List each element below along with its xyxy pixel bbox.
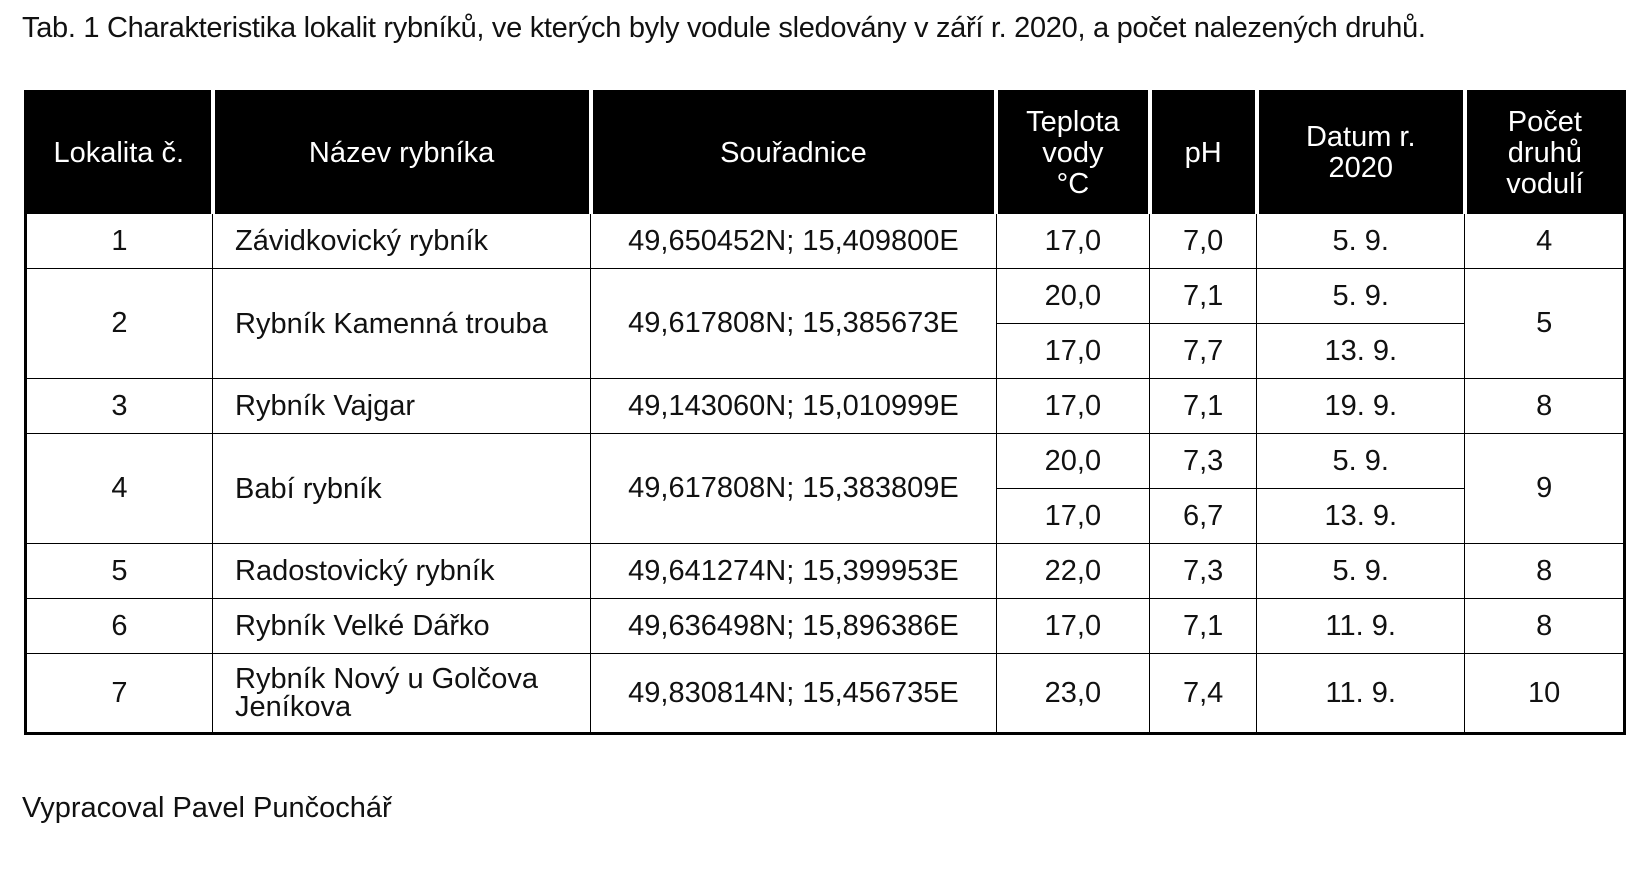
header-nazev: Název rybníka (213, 92, 591, 214)
table-caption: Tab. 1 Charakteristika lokalit rybníků, ve kterých byly vodule sledovány v září r. 2020, a počet nalezených druhů. (22, 12, 1426, 44)
header-pocet-line3: vodulí (1506, 167, 1584, 200)
cell-lokalita: 2 (26, 269, 213, 379)
cell-lokalita: 6 (26, 599, 213, 654)
cell-nazev: Rybník Kamenná trouba (213, 269, 591, 379)
header-lokalita: Lokalita č. (26, 92, 213, 214)
cell-souradnice: 49,617808N; 15,385673E (591, 269, 997, 379)
cell-pocet: 4 (1465, 214, 1625, 269)
header-teplota-line2: vody (1042, 136, 1104, 169)
cell-souradnice: 49,641274N; 15,399953E (591, 544, 997, 599)
cell-ph: 7,3 (1150, 544, 1257, 599)
cell-pocet: 8 (1465, 379, 1625, 434)
header-teplota-line1: Teplota (1026, 105, 1120, 138)
cell-souradnice: 49,143060N; 15,010999E (591, 379, 997, 434)
author-credit: Vypracoval Pavel Punčochář (22, 792, 392, 824)
cell-ph: 7,4 (1150, 654, 1257, 734)
cell-datum: 13. 9. (1257, 324, 1465, 379)
cell-lokalita: 3 (26, 379, 213, 434)
header-teplota (996, 92, 1149, 214)
cell-nazev: Radostovický rybník (213, 544, 591, 599)
table-row (26, 269, 1625, 324)
cell-ph: 7,1 (1150, 599, 1257, 654)
table-row (26, 214, 1625, 269)
cell-pocet: 5 (1465, 269, 1625, 379)
header-row (26, 92, 1625, 214)
cell-datum: 11. 9. (1257, 599, 1465, 654)
cell-souradnice: 49,636498N; 15,896386E (591, 599, 997, 654)
cell-nazev: Závidkovický rybník (213, 214, 591, 269)
cell-ph: 7,0 (1150, 214, 1257, 269)
cell-datum: 5. 9. (1257, 544, 1465, 599)
cell-teplota: 22,0 (996, 544, 1149, 599)
cell-souradnice: 49,830814N; 15,456735E (591, 654, 997, 734)
cell-ph: 7,3 (1150, 434, 1257, 489)
cell-pocet: 9 (1465, 434, 1625, 544)
cell-teplota: 17,0 (996, 324, 1149, 379)
cell-teplota: 23,0 (996, 654, 1149, 734)
table-row (26, 379, 1625, 434)
cell-pocet: 10 (1465, 654, 1625, 734)
cell-nazev: Rybník Vajgar (213, 379, 591, 434)
cell-ph: 7,7 (1150, 324, 1257, 379)
header-pocet-line2: druhů (1507, 136, 1582, 169)
cell-lokalita: 7 (26, 654, 213, 734)
cell-souradnice: 49,650452N; 15,409800E (591, 214, 997, 269)
pond-table-container (24, 90, 1626, 735)
cell-teplota: 17,0 (996, 599, 1149, 654)
cell-teplota: 17,0 (996, 489, 1149, 544)
cell-datum: 11. 9. (1257, 654, 1465, 734)
cell-pocet: 8 (1465, 544, 1625, 599)
cell-datum: 19. 9. (1257, 379, 1465, 434)
header-datum-line1: Datum r. (1305, 121, 1416, 153)
header-souradnice: Souřadnice (591, 92, 997, 214)
cell-datum: 5. 9. (1257, 434, 1465, 489)
cell-lokalita: 4 (26, 434, 213, 544)
cell-teplota: 20,0 (996, 434, 1149, 489)
cell-lokalita: 1 (26, 214, 213, 269)
header-pocet (1465, 92, 1625, 214)
header-datum (1257, 92, 1465, 214)
header-datum-line2: 2020 (1328, 152, 1394, 184)
cell-teplota: 20,0 (996, 269, 1149, 324)
cell-souradnice: 49,617808N; 15,383809E (591, 434, 997, 544)
header-ph: pH (1150, 92, 1257, 214)
cell-ph: 7,1 (1150, 269, 1257, 324)
cell-datum: 5. 9. (1257, 214, 1465, 269)
cell-nazev: Rybník Nový u Golčova Jeníkova (213, 654, 591, 734)
cell-datum: 13. 9. (1257, 489, 1465, 544)
table-row (26, 599, 1625, 654)
cell-datum: 5. 9. (1257, 269, 1465, 324)
cell-ph: 7,1 (1150, 379, 1257, 434)
header-teplota-unit: °C (1056, 167, 1090, 200)
cell-lokalita: 5 (26, 544, 213, 599)
cell-ph: 6,7 (1150, 489, 1257, 544)
table-row (26, 654, 1625, 734)
cell-teplota: 17,0 (996, 214, 1149, 269)
cell-pocet: 8 (1465, 599, 1625, 654)
cell-nazev: Rybník Velké Dářko (213, 599, 591, 654)
pond-table (24, 90, 1626, 735)
cell-nazev: Babí rybník (213, 434, 591, 544)
cell-teplota: 17,0 (996, 379, 1149, 434)
table-row (26, 544, 1625, 599)
header-pocet-line1: Počet (1507, 105, 1582, 138)
table-row (26, 434, 1625, 489)
